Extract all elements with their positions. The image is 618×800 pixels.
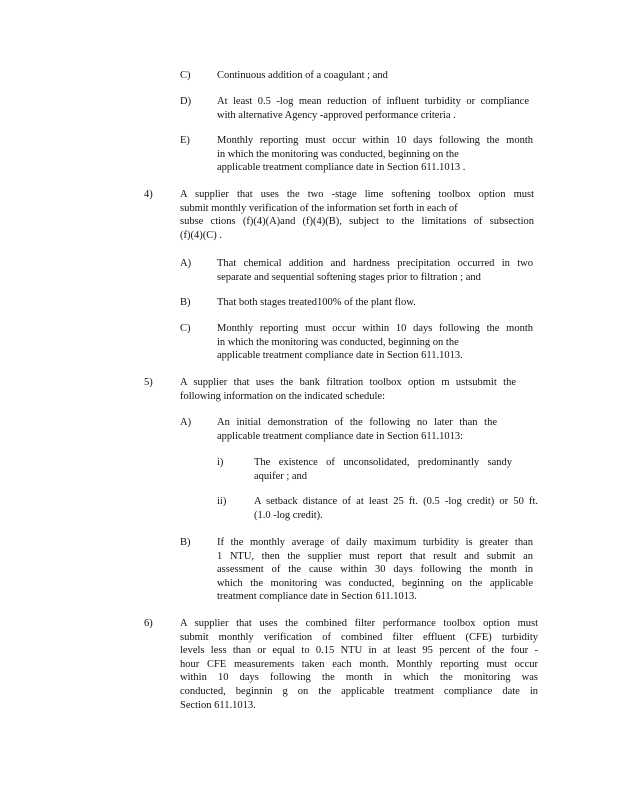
text-line: A setback distance of at least 25 ft. (0.5 -log credit) or 50 ft. bbox=[254, 496, 538, 507]
item-label: C) bbox=[180, 323, 191, 334]
text-line: An initial demonstration of the following no later than the bbox=[217, 417, 497, 428]
item-label: 4) bbox=[144, 189, 153, 200]
text-line: aquifer ; and bbox=[254, 470, 308, 482]
text-line: in which the monitoring was conducted, beginning on the bbox=[217, 336, 459, 348]
item-label: i) bbox=[217, 457, 224, 468]
item-label: 5) bbox=[144, 377, 153, 388]
text-line: within 10 days following the month in which the monitoring was bbox=[180, 672, 538, 684]
text-line: submit monthly verification of the information set forth in each of bbox=[180, 202, 458, 214]
text-line: Continuous addition of a coagulant ; and bbox=[217, 70, 388, 81]
text-line: following information on the indicated schedule: bbox=[180, 390, 385, 402]
text-line: A supplier that uses the two -stage lime softening toolbox option must bbox=[180, 189, 534, 200]
text-line: 1 NTU, then the supplier must report that result and submit an bbox=[217, 550, 533, 562]
text-line: with alternative Agency -approved performance criteria . bbox=[217, 109, 456, 121]
text-line: subse ctions (f)(4)(A)and (f)(4)(B), subject to the limitations of subsection bbox=[180, 216, 534, 228]
text-line: applicable treatment compliance date in Section 611.1013: bbox=[217, 430, 463, 442]
text-line: which the monitoring was conducted, beginning on the applicable bbox=[217, 577, 533, 589]
text-line: Monthly reporting must occur within 10 days following the month bbox=[217, 323, 533, 334]
text-line: assessment of the cause within 30 days following the month in bbox=[217, 564, 533, 576]
text-line: The existence of unconsolidated, predominantly sandy bbox=[254, 457, 512, 468]
item-label: D) bbox=[180, 96, 192, 107]
text-line: applicable treatment compliance date in Section 611.1013. bbox=[217, 350, 463, 362]
text-line: in which the monitoring was conducted, beginning on the bbox=[217, 148, 459, 160]
text-line: At least 0.5 -log mean reduction of influent turbidity or compliance bbox=[217, 96, 529, 107]
text-line: applicable treatment compliance date in Section 611.1013 . bbox=[217, 162, 466, 174]
text-line: conducted, beginnin g on the applicable treatment compliance date in bbox=[180, 685, 538, 697]
text-line: (f)(4)(C) . bbox=[180, 229, 222, 241]
text-line: That chemical addition and hardness precipitation occurred in two bbox=[217, 258, 533, 269]
item-label: 6) bbox=[144, 618, 153, 629]
text-line: A supplier that uses the bank filtration toolbox option m ustsubmit the bbox=[180, 377, 516, 388]
item-label: B) bbox=[180, 537, 191, 548]
text-line: Section 611.1013. bbox=[180, 699, 256, 711]
item-label: E) bbox=[180, 135, 190, 146]
text-line: If the monthly average of daily maximum turbidity is greater than bbox=[217, 537, 533, 548]
item-label: ii) bbox=[217, 496, 227, 507]
text-line: treatment compliance date in Section 611.1013. bbox=[217, 591, 417, 603]
item-label: A) bbox=[180, 417, 192, 428]
text-line: hour CFE measurements taken each month. Monthly reporting must occur bbox=[180, 658, 538, 670]
text-line: separate and sequential softening stages prior to filtration ; and bbox=[217, 271, 481, 283]
item-label: A) bbox=[180, 258, 192, 269]
text-line: (1.0 -log credit). bbox=[254, 509, 323, 521]
item-label: B) bbox=[180, 297, 191, 308]
text-line: Monthly reporting must occur within 10 days following the month bbox=[217, 135, 533, 146]
text-line: That both stages treated100% of the plant flow. bbox=[217, 297, 416, 308]
item-label: C) bbox=[180, 70, 191, 81]
text-line: A supplier that uses the combined filter performance toolbox option must bbox=[180, 618, 538, 629]
text-line: levels less than or equal to 0.15 NTU in at least 95 percent of the four - bbox=[180, 645, 538, 657]
text-line: submit monthly verification of combined filter effluent (CFE) turbidity bbox=[180, 631, 538, 643]
